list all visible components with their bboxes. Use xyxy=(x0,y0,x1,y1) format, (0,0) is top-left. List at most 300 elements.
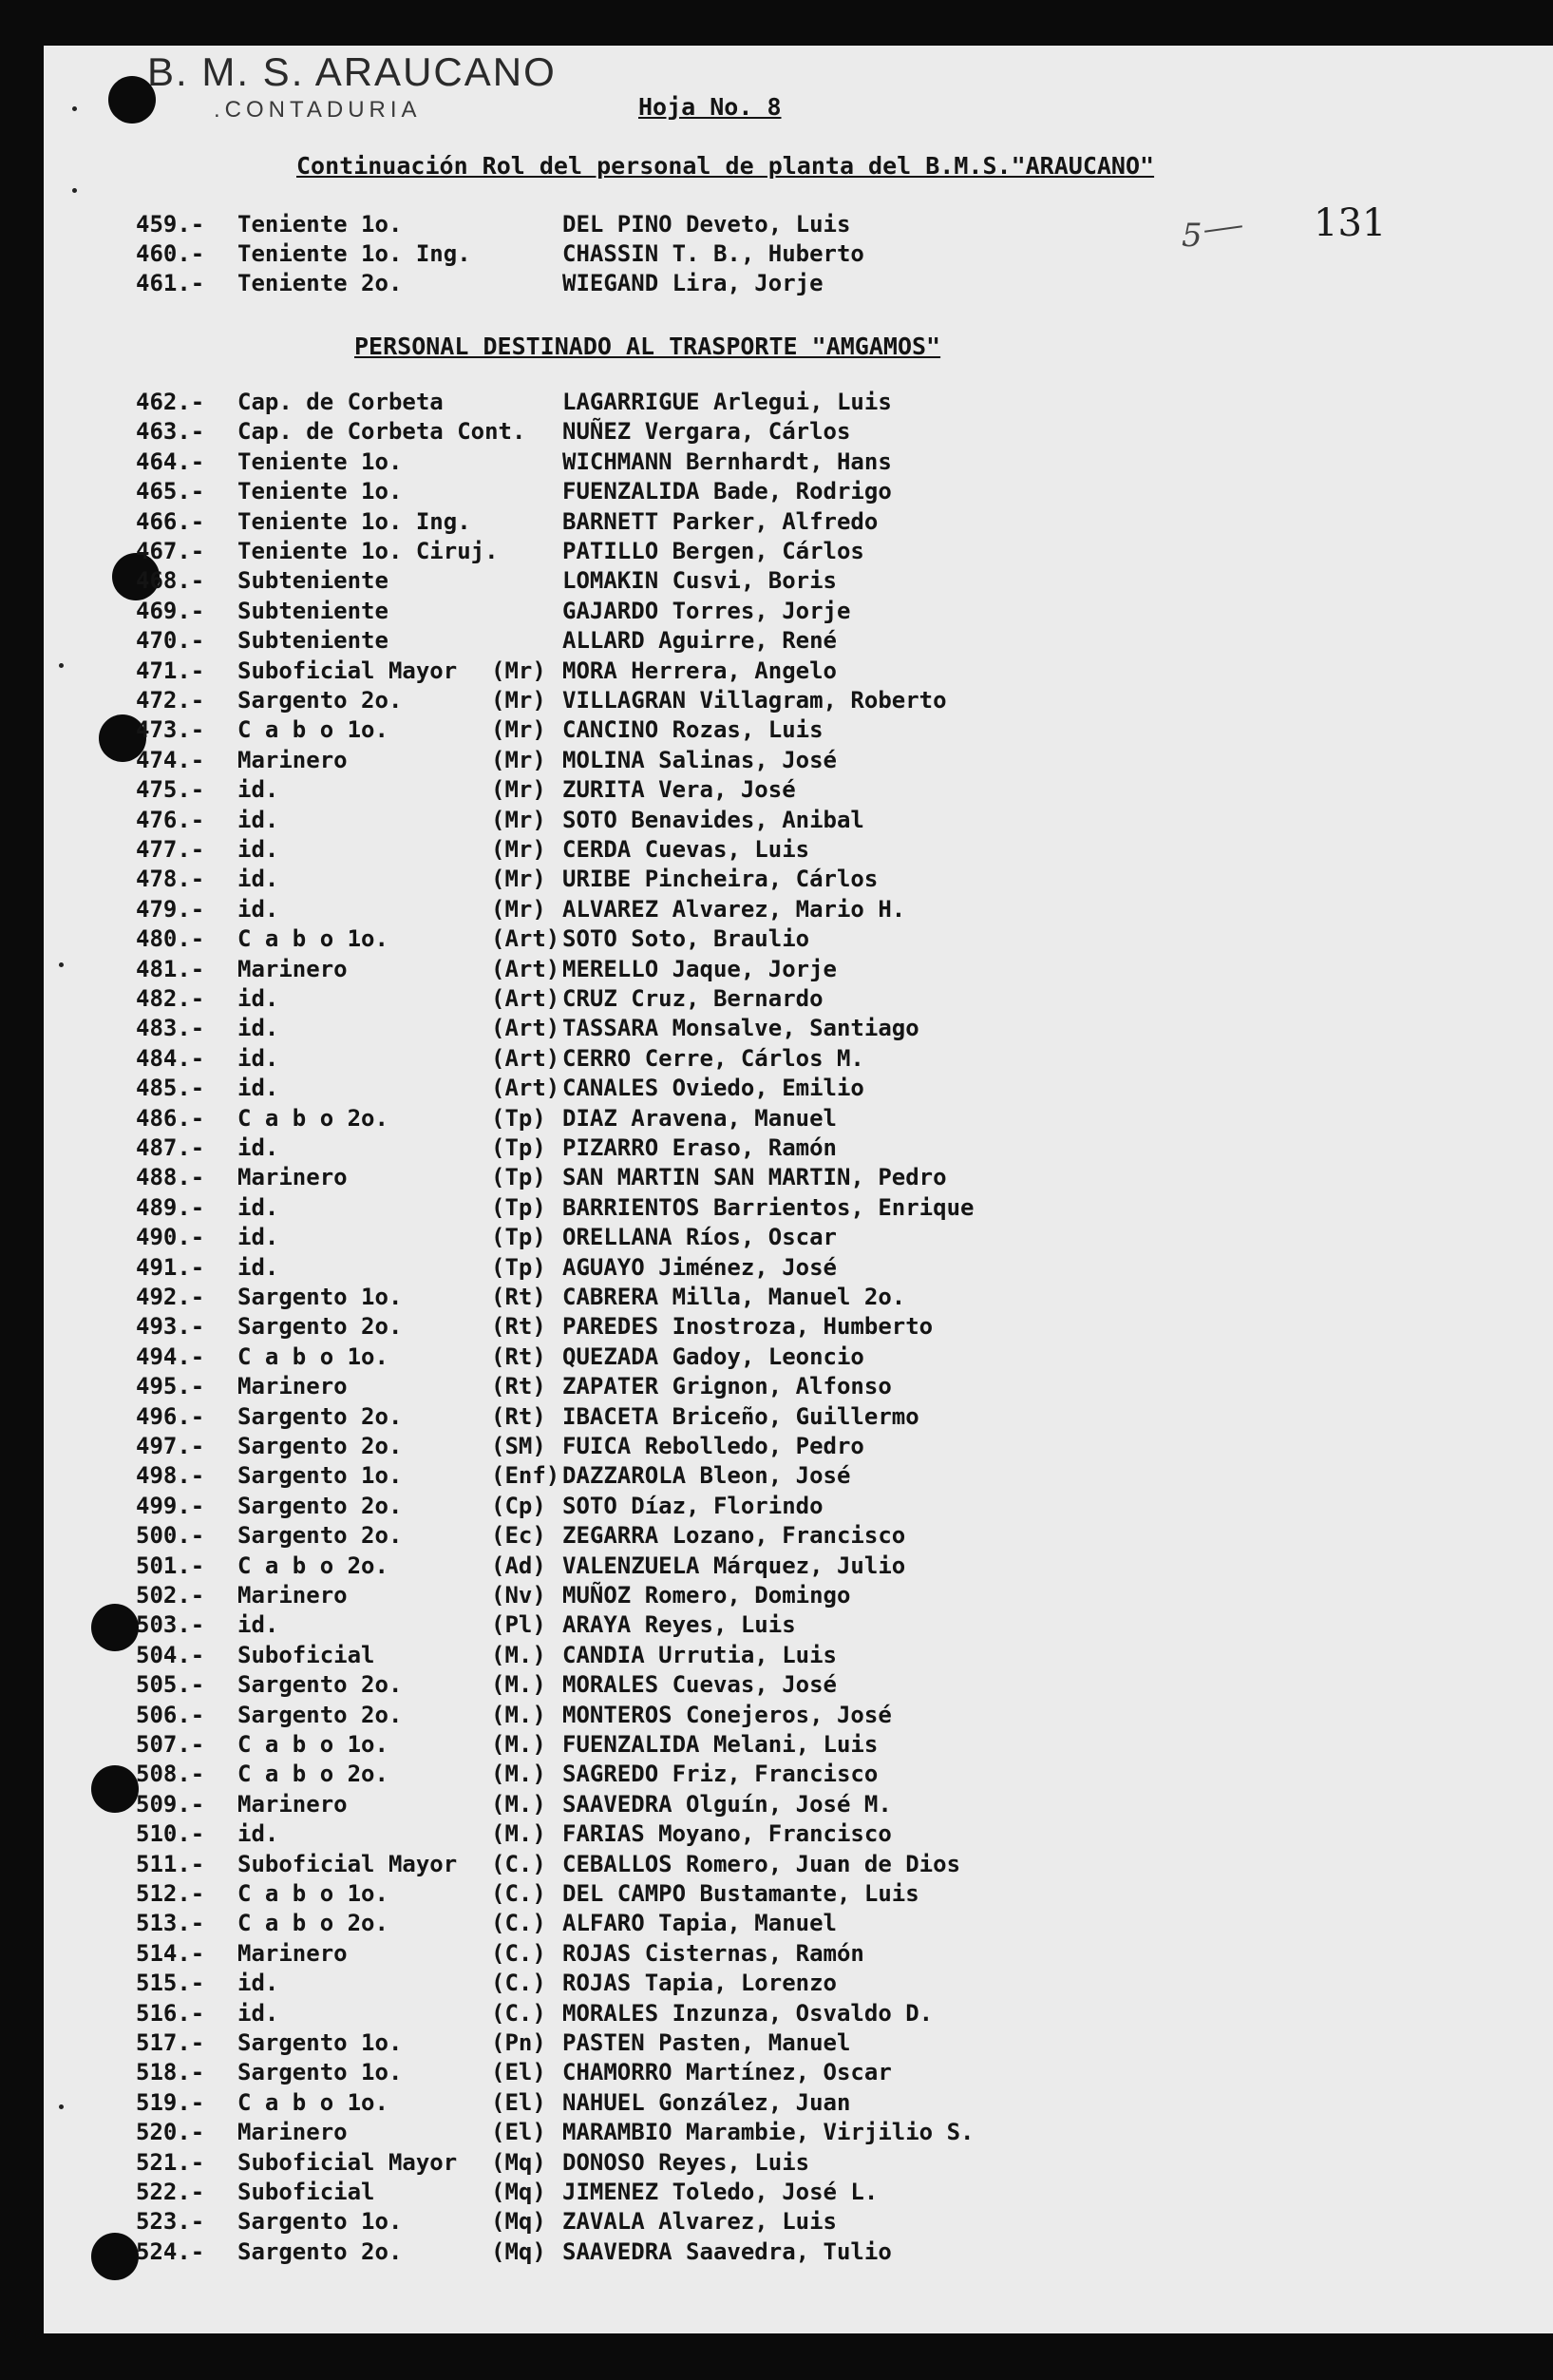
row-specialty: (M.) xyxy=(491,1820,546,1848)
row-rank: Sargento 2o. xyxy=(237,687,403,714)
row-rank: Suboficial Mayor xyxy=(237,2148,458,2176)
row-specialty: (Tp) xyxy=(491,1104,546,1132)
row-number: 499.- xyxy=(136,1492,205,1519)
row-number: 486.- xyxy=(136,1104,205,1132)
row-name: SOTO Benavides, Anibal xyxy=(562,806,864,833)
personnel-row xyxy=(0,1671,1553,1701)
row-specialty: (M.) xyxy=(491,1790,546,1818)
row-rank: Subteniente xyxy=(237,597,388,624)
row-name: CANALES Oviedo, Emilio xyxy=(562,1075,864,1102)
personnel-row xyxy=(0,716,1553,746)
section-title: PERSONAL DESTINADO AL TRASPORTE "AMGAMOS" xyxy=(354,333,941,360)
row-rank: id. xyxy=(237,836,279,863)
row-rank: C a b o 1o. xyxy=(237,1342,388,1370)
row-name: BARRIENTOS Barrientos, Enrique xyxy=(562,1193,975,1221)
personnel-row xyxy=(0,1403,1553,1433)
row-rank: Sargento 1o. xyxy=(237,2059,403,2086)
row-specialty: (Pl) xyxy=(491,1611,546,1639)
row-number: 507.- xyxy=(136,1731,205,1758)
row-number: 498.- xyxy=(136,1462,205,1490)
row-number: 464.- xyxy=(136,447,205,475)
personnel-row xyxy=(0,1552,1553,1582)
row-number: 513.- xyxy=(136,1910,205,1937)
row-specialty: (Rt) xyxy=(491,1284,546,1310)
row-rank: Teniente 1o. Ciruj. xyxy=(237,538,499,564)
row-specialty: (Mr) xyxy=(491,687,546,714)
personnel-row xyxy=(0,1970,1553,1999)
row-name: CERRO Cerre, Cárlos M. xyxy=(562,1044,864,1072)
personnel-row xyxy=(0,866,1553,895)
stamp-ship-name: B. M. S. ARAUCANO xyxy=(147,49,557,94)
row-name: ZAPATER Grignon, Alfonso xyxy=(562,1373,892,1400)
row-specialty: (Mq) xyxy=(491,2237,546,2265)
personnel-row xyxy=(0,1075,1553,1104)
row-rank: id. xyxy=(237,1044,279,1072)
row-name: DONOSO Reyes, Luis xyxy=(562,2148,810,2176)
row-rank: Teniente 2o. xyxy=(237,270,403,296)
row-number: 480.- xyxy=(136,925,205,953)
row-specialty: (C.) xyxy=(491,1910,546,1937)
row-rank: id. xyxy=(237,1253,279,1281)
row-specialty: (M.) xyxy=(491,1701,546,1728)
row-rank: Suboficial Mayor xyxy=(237,1850,458,1877)
row-number: 515.- xyxy=(136,1970,205,1997)
row-rank: id. xyxy=(237,1015,279,1042)
row-number: 521.- xyxy=(136,2148,205,2176)
row-rank: Sargento 1o. xyxy=(237,2029,403,2056)
personnel-row xyxy=(0,2119,1553,2148)
row-number: 479.- xyxy=(136,895,205,923)
row-specialty: (Ad) xyxy=(491,1552,546,1579)
row-number: 497.- xyxy=(136,1433,205,1459)
personnel-row xyxy=(0,687,1553,716)
row-number: 495.- xyxy=(136,1373,205,1400)
row-specialty: (Mr) xyxy=(491,866,546,893)
row-rank: C a b o 2o. xyxy=(237,1552,388,1579)
row-specialty: (M.) xyxy=(491,1731,546,1758)
personnel-row xyxy=(0,985,1553,1015)
personnel-row xyxy=(0,1820,1553,1850)
row-name: VILLAGRAN Villagram, Roberto xyxy=(562,687,947,714)
row-rank: Suboficial Mayor xyxy=(237,657,458,684)
personnel-row xyxy=(0,1851,1553,1880)
row-name: ZURITA Vera, José xyxy=(562,776,796,804)
personnel-row xyxy=(0,2238,1553,2268)
row-specialty: (Mr) xyxy=(491,776,546,804)
row-rank: Marinero xyxy=(237,746,348,773)
row-rank: C a b o 1o. xyxy=(237,716,388,744)
row-number: 477.- xyxy=(136,836,205,863)
row-name: ALVAREZ Alvarez, Mario H. xyxy=(562,895,906,923)
row-rank: C a b o 2o. xyxy=(237,1910,388,1937)
row-rank: Teniente 1o. xyxy=(237,447,403,475)
row-rank: id. xyxy=(237,1611,279,1639)
row-name: MARAMBIO Marambie, Virjilio S. xyxy=(562,2119,975,2146)
row-rank: Teniente 1o. xyxy=(237,478,403,505)
row-specialty: (C.) xyxy=(491,1939,546,1967)
row-number: 467.- xyxy=(136,538,205,564)
row-specialty: (Art) xyxy=(491,925,560,953)
row-name: FARIAS Moyano, Francisco xyxy=(562,1820,892,1848)
personnel-row xyxy=(0,1522,1553,1552)
row-rank: Sargento 2o. xyxy=(237,1522,403,1550)
row-number: 492.- xyxy=(136,1284,205,1310)
row-number: 483.- xyxy=(136,1015,205,1042)
row-name: NUÑEZ Vergara, Cárlos xyxy=(562,418,851,446)
row-rank: Marinero xyxy=(237,955,348,982)
row-rank: Suboficial xyxy=(237,1641,375,1668)
personnel-row xyxy=(0,1015,1553,1044)
row-rank: Marinero xyxy=(237,1582,348,1609)
row-name: CEBALLOS Romero, Juan de Dios xyxy=(562,1850,961,1877)
row-name: VALENZUELA Márquez, Julio xyxy=(562,1552,906,1579)
row-number: 490.- xyxy=(136,1224,205,1251)
row-specialty: (Tp) xyxy=(491,1193,546,1221)
row-rank: C a b o 1o. xyxy=(237,925,388,953)
personnel-row xyxy=(0,1642,1553,1671)
personnel-row xyxy=(0,627,1553,657)
personnel-row xyxy=(0,1373,1553,1402)
row-specialty: (M.) xyxy=(491,1641,546,1668)
row-rank: id. xyxy=(237,1970,279,1997)
row-specialty: (Ec) xyxy=(491,1522,546,1550)
row-specialty: (Mr) xyxy=(491,716,546,744)
row-rank: Sargento 2o. xyxy=(237,1313,403,1341)
personnel-row xyxy=(0,389,1553,418)
personnel-row xyxy=(0,1045,1553,1075)
row-name: MUÑOZ Romero, Domingo xyxy=(562,1582,851,1609)
row-number: 466.- xyxy=(136,507,205,535)
personnel-row xyxy=(0,1611,1553,1641)
row-rank: C a b o 1o. xyxy=(237,1880,388,1907)
personnel-row xyxy=(0,1910,1553,1939)
row-name: ARAYA Reyes, Luis xyxy=(562,1611,796,1639)
row-rank: Sargento 2o. xyxy=(237,1402,403,1430)
sheet-number: Hoja No. 8 xyxy=(638,93,782,121)
row-number: 460.- xyxy=(136,240,205,267)
row-name: FUENZALIDA Melani, Luis xyxy=(562,1731,879,1758)
personnel-row xyxy=(0,1731,1553,1761)
row-specialty: (Rt) xyxy=(491,1402,546,1430)
row-name: MORA Herrera, Angelo xyxy=(562,657,837,684)
row-name: LOMAKIN Cusvi, Boris xyxy=(562,567,837,595)
row-specialty: (Rt) xyxy=(491,1373,546,1400)
row-number: 503.- xyxy=(136,1611,205,1639)
row-name: MOLINA Salinas, José xyxy=(562,746,837,773)
row-name: CANDIA Urrutia, Luis xyxy=(562,1641,837,1668)
row-rank: Cap. de Corbeta xyxy=(237,389,444,415)
row-number: 470.- xyxy=(136,627,205,655)
row-specialty: (C.) xyxy=(491,1880,546,1907)
row-name: CABRERA Milla, Manuel 2o. xyxy=(562,1284,906,1310)
row-name: MERELLO Jaque, Jorje xyxy=(562,955,837,982)
personnel-row xyxy=(0,418,1553,447)
row-rank: Marinero xyxy=(237,2119,348,2146)
row-specialty: (Art) xyxy=(491,1075,560,1102)
row-name: AGUAYO Jiménez, José xyxy=(562,1253,837,1281)
row-number: 471.- xyxy=(136,657,205,684)
row-specialty: (Art) xyxy=(491,985,560,1012)
row-rank: Marinero xyxy=(237,1373,348,1400)
row-name: CRUZ Cruz, Bernardo xyxy=(562,985,824,1012)
row-specialty: (Rt) xyxy=(491,1313,546,1341)
row-rank: id. xyxy=(237,985,279,1012)
row-rank: id. xyxy=(237,1075,279,1102)
row-rank: id. xyxy=(237,806,279,833)
row-specialty: (Mr) xyxy=(491,836,546,863)
row-specialty: (Tp) xyxy=(491,1164,546,1191)
row-number: 459.- xyxy=(136,211,205,238)
row-number: 476.- xyxy=(136,806,205,833)
row-specialty: (C.) xyxy=(491,1850,546,1877)
row-specialty: (Nv) xyxy=(491,1582,546,1609)
row-number: 472.- xyxy=(136,687,205,714)
row-rank: id. xyxy=(237,895,279,923)
row-name: QUEZADA Gadoy, Leoncio xyxy=(562,1342,864,1370)
row-specialty: (Mr) xyxy=(491,746,546,773)
row-specialty: (Mq) xyxy=(491,2208,546,2236)
row-name: ORELLANA Ríos, Oscar xyxy=(562,1224,837,1251)
row-name: PAREDES Inostroza, Humberto xyxy=(562,1313,934,1341)
personnel-row xyxy=(0,836,1553,866)
row-number: 519.- xyxy=(136,2088,205,2116)
row-number: 496.- xyxy=(136,1402,205,1430)
personnel-row xyxy=(0,2059,1553,2088)
row-specialty: (Mr) xyxy=(491,806,546,833)
row-number: 517.- xyxy=(136,2029,205,2056)
row-name: PIZARRO Eraso, Ramón xyxy=(562,1134,837,1161)
personnel-row xyxy=(0,1462,1553,1492)
row-name: TASSARA Monsalve, Santiago xyxy=(562,1015,919,1042)
row-number: 482.- xyxy=(136,985,205,1012)
row-name: SOTO Díaz, Florindo xyxy=(562,1492,824,1519)
row-name: SAAVEDRA Saavedra, Tulio xyxy=(562,2237,892,2265)
row-specialty: (Mq) xyxy=(491,2179,546,2205)
row-specialty: (C.) xyxy=(491,1999,546,2027)
row-number: 481.- xyxy=(136,955,205,982)
row-number: 465.- xyxy=(136,478,205,505)
row-number: 478.- xyxy=(136,866,205,893)
personnel-row xyxy=(0,1164,1553,1193)
row-rank: id. xyxy=(237,866,279,893)
row-specialty: (M.) xyxy=(491,1761,546,1788)
personnel-row xyxy=(0,925,1553,955)
personnel-row xyxy=(0,1224,1553,1253)
row-specialty: (Tp) xyxy=(491,1224,546,1251)
row-rank: Sargento 2o. xyxy=(237,1492,403,1519)
row-rank: id. xyxy=(237,1193,279,1221)
row-number: 512.- xyxy=(136,1880,205,1907)
personnel-row xyxy=(0,747,1553,776)
row-rank: Suboficial xyxy=(237,2179,375,2205)
row-specialty: (Cp) xyxy=(491,1492,546,1519)
row-specialty: (M.) xyxy=(491,1671,546,1699)
personnel-row xyxy=(0,1702,1553,1731)
personnel-row xyxy=(0,508,1553,538)
row-rank: C a b o 1o. xyxy=(237,1731,388,1758)
row-rank: Cap. de Corbeta Cont. xyxy=(237,418,526,446)
row-specialty: (El) xyxy=(491,2119,546,2146)
personnel-row xyxy=(0,2029,1553,2059)
personnel-row xyxy=(0,657,1553,687)
personnel-row xyxy=(0,1105,1553,1134)
personnel-row xyxy=(0,1582,1553,1611)
personnel-row xyxy=(0,567,1553,597)
personnel-row xyxy=(0,1761,1553,1790)
row-number: 508.- xyxy=(136,1761,205,1788)
row-name: ZEGARRA Lozano, Francisco xyxy=(562,1522,906,1550)
handwritten-mark: 5 xyxy=(1182,217,1203,255)
row-specialty: (Art) xyxy=(491,1015,560,1042)
personnel-row xyxy=(0,1343,1553,1373)
row-number: 500.- xyxy=(136,1522,205,1550)
personnel-row xyxy=(0,807,1553,836)
personnel-row xyxy=(0,956,1553,985)
row-rank: id. xyxy=(237,776,279,804)
row-rank: Teniente 1o. xyxy=(237,211,403,238)
row-number: 502.- xyxy=(136,1582,205,1609)
personnel-row xyxy=(0,1940,1553,1970)
row-name: ROJAS Tapia, Lorenzo xyxy=(562,1970,837,1997)
row-number: 494.- xyxy=(136,1342,205,1370)
personnel-row xyxy=(0,1313,1553,1342)
row-number: 501.- xyxy=(136,1552,205,1579)
personnel-row xyxy=(0,1433,1553,1462)
row-name: ZAVALA Alvarez, Luis xyxy=(562,2208,837,2236)
row-rank: id. xyxy=(237,1999,279,2027)
row-name: WIEGAND Lira, Jorje xyxy=(562,270,824,296)
row-number: 461.- xyxy=(136,270,205,296)
row-name: MORALES Cuevas, José xyxy=(562,1671,837,1699)
row-number: 506.- xyxy=(136,1701,205,1728)
row-name: FUICA Rebolledo, Pedro xyxy=(562,1433,864,1459)
row-number: 509.- xyxy=(136,1790,205,1818)
row-rank: Sargento 2o. xyxy=(237,1433,403,1459)
row-specialty: (SM) xyxy=(491,1433,546,1459)
row-name: JIMENEZ Toledo, José L. xyxy=(562,2179,879,2205)
row-name: DEL CAMPO Bustamante, Luis xyxy=(562,1880,919,1907)
personnel-row xyxy=(0,598,1553,627)
row-number: 485.- xyxy=(136,1075,205,1102)
row-specialty: (Rt) xyxy=(491,1342,546,1370)
row-number: 514.- xyxy=(136,1939,205,1967)
row-rank: Teniente 1o. Ing. xyxy=(237,507,471,535)
row-rank: Sargento 1o. xyxy=(237,1462,403,1490)
row-number: 463.- xyxy=(136,418,205,446)
row-rank: C a b o 2o. xyxy=(237,1104,388,1132)
row-specialty: (Mr) xyxy=(491,895,546,923)
row-rank: C a b o 2o. xyxy=(237,1761,388,1788)
row-name: SAN MARTIN SAN MARTIN, Pedro xyxy=(562,1164,947,1191)
row-name: ROJAS Cisternas, Ramón xyxy=(562,1939,864,1967)
row-specialty: (Art) xyxy=(491,1044,560,1072)
row-name: CHAMORRO Martínez, Oscar xyxy=(562,2059,892,2086)
row-number: 524.- xyxy=(136,2237,205,2265)
row-rank: Marinero xyxy=(237,1164,348,1191)
row-name: SAAVEDRA Olguín, José M. xyxy=(562,1790,892,1818)
row-specialty: (El) xyxy=(491,2088,546,2116)
row-number: 462.- xyxy=(136,389,205,415)
row-specialty: (Mr) xyxy=(491,657,546,684)
row-name: CHASSIN T. B., Huberto xyxy=(562,240,864,267)
row-number: 489.- xyxy=(136,1193,205,1221)
row-rank: Sargento 1o. xyxy=(237,2208,403,2236)
row-name: DEL PINO Deveto, Luis xyxy=(562,211,851,238)
row-specialty: (Tp) xyxy=(491,1134,546,1161)
row-specialty: (Art) xyxy=(491,955,560,982)
row-rank: id. xyxy=(237,1224,279,1251)
row-name: CERDA Cuevas, Luis xyxy=(562,836,810,863)
row-number: 510.- xyxy=(136,1820,205,1848)
personnel-row xyxy=(0,2179,1553,2208)
row-number: 474.- xyxy=(136,746,205,773)
personnel-row xyxy=(0,538,1553,567)
personnel-row xyxy=(0,270,1553,299)
row-number: 493.- xyxy=(136,1313,205,1341)
row-number: 522.- xyxy=(136,2179,205,2205)
personnel-row xyxy=(0,1284,1553,1313)
personnel-row xyxy=(0,1493,1553,1522)
row-number: 469.- xyxy=(136,597,205,624)
row-number: 518.- xyxy=(136,2059,205,2086)
personnel-row xyxy=(0,2089,1553,2119)
row-name: BARNETT Parker, Alfredo xyxy=(562,507,879,535)
row-name: MORALES Inzunza, Osvaldo D. xyxy=(562,1999,934,2027)
row-rank: Teniente 1o. Ing. xyxy=(237,240,471,267)
personnel-row xyxy=(0,1791,1553,1820)
personnel-row xyxy=(0,2208,1553,2237)
row-name: ALLARD Aguirre, René xyxy=(562,627,837,655)
personnel-row xyxy=(0,240,1553,270)
row-rank: Marinero xyxy=(237,1790,348,1818)
row-rank: C a b o 1o. xyxy=(237,2088,388,2116)
row-rank: Sargento 2o. xyxy=(237,1671,403,1699)
personnel-row xyxy=(0,2149,1553,2179)
personnel-row xyxy=(0,211,1553,240)
row-name: URIBE Pincheira, Cárlos xyxy=(562,866,879,893)
row-name: PASTEN Pasten, Manuel xyxy=(562,2029,851,2056)
row-number: 516.- xyxy=(136,1999,205,2027)
row-name: PATILLO Bergen, Cárlos xyxy=(562,538,864,564)
document-title: Continuación Rol del personal de planta del B.M.S."ARAUCANO" xyxy=(296,152,1155,180)
row-rank: Marinero xyxy=(237,1939,348,1967)
row-name: LAGARRIGUE Arlegui, Luis xyxy=(562,389,892,415)
row-name: FUENZALIDA Bade, Rodrigo xyxy=(562,478,892,505)
row-number: 504.- xyxy=(136,1641,205,1668)
row-name: GAJARDO Torres, Jorje xyxy=(562,597,851,624)
personnel-row xyxy=(0,896,1553,925)
row-rank: Sargento 2o. xyxy=(237,1701,403,1728)
row-specialty: (C.) xyxy=(491,1970,546,1997)
row-number: 505.- xyxy=(136,1671,205,1699)
row-number: 488.- xyxy=(136,1164,205,1191)
row-name: IBACETA Briceño, Guillermo xyxy=(562,1402,919,1430)
row-name: DAZZAROLA Bleon, José xyxy=(562,1462,851,1490)
row-specialty: (Mq) xyxy=(491,2148,546,2176)
row-name: MONTEROS Conejeros, José xyxy=(562,1701,892,1728)
row-number: 511.- xyxy=(136,1850,205,1877)
row-rank: Sargento 1o. xyxy=(237,1284,403,1310)
folio-number: 131 xyxy=(1314,201,1387,245)
personnel-row xyxy=(0,776,1553,806)
margin-dot xyxy=(72,106,77,111)
row-specialty: (El) xyxy=(491,2059,546,2086)
personnel-row xyxy=(0,1134,1553,1164)
row-specialty: (Tp) xyxy=(491,1253,546,1281)
personnel-row xyxy=(0,1254,1553,1284)
row-number: 475.- xyxy=(136,776,205,804)
row-number: 468.- xyxy=(136,567,205,595)
